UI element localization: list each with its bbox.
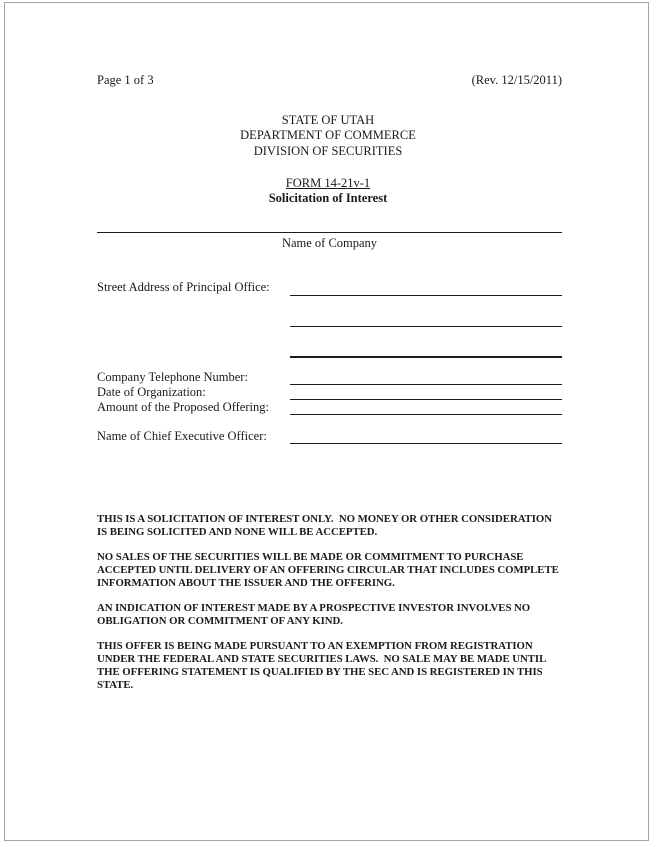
form-number: FORM 14-21v-1 — [285, 176, 371, 190]
page-number: Page 1 of 3 — [97, 73, 154, 87]
title-division: DIVISION OF SECURITIES — [253, 143, 403, 158]
ceo-name-line[interactable] — [290, 443, 562, 454]
form-id-block — [0, 176, 656, 206]
notice-exemption: THIS OFFER IS BEING MADE PURSUANT TO AN EXEMPTION FROM REGISTRATION UNDER THE FEDERAL AND STATE SECURITIES LAWS. NO SALE MAY BE MADE UNTIL THE OFFERING STATEMENT IS QUALIFIED BY THE SEC AND IS REGISTERED IN THIS STATE. — [97, 640, 549, 691]
street-address-line-1[interactable] — [290, 295, 562, 306]
street-address-line-2[interactable] — [290, 326, 562, 337]
notice-no-sales: NO SALES OF THE SECURITIES WILL BE MADE OR COMMITMENT TO PURCHASE ACCEPTED UNTIL DELIVERY OF AN OFFERING CIRCULAR THAT INCLUDES COMPLETE INFORMATION ABOUT THE ISSUER AND THE OFFERING. — [97, 551, 562, 589]
agency-title-block — [0, 113, 656, 159]
legal-notices — [97, 513, 564, 704]
street-address-line-3[interactable] — [290, 356, 562, 368]
ceo-name-label: Name of Chief Executive Officer: — [97, 429, 267, 443]
company-name-caption: Name of Company — [281, 236, 378, 250]
form-title: Solicitation of Interest — [268, 191, 388, 205]
offering-amount-line[interactable] — [290, 414, 562, 425]
offering-amount-label: Amount of the Proposed Offering: — [97, 400, 269, 414]
notice-solicitation-only: THIS IS A SOLICITATION OF INTEREST ONLY. NO MONEY OR OTHER CONSIDERATION IS BEING SOLICITED AND NONE WILL BE ACCEPTED. — [97, 513, 555, 538]
street-address-label: Street Address of Principal Office: — [97, 280, 270, 294]
notice-no-obligation: AN INDICATION OF INTEREST MADE BY A PROSPECTIVE INVESTOR INVOLVES NO OBLIGATION OR COMMITMENT OF ANY KIND. — [97, 602, 533, 627]
revision-date: (Rev. 12/15/2011) — [471, 73, 562, 87]
organization-date-label: Date of Organization: — [97, 385, 206, 399]
organization-date-line[interactable] — [290, 399, 562, 410]
title-state: STATE OF UTAH — [281, 113, 375, 127]
telephone-label: Company Telephone Number: — [97, 370, 248, 384]
page-header-row — [97, 73, 562, 88]
title-department: DEPARTMENT OF COMMERCE — [240, 128, 416, 143]
telephone-line[interactable] — [290, 384, 562, 395]
